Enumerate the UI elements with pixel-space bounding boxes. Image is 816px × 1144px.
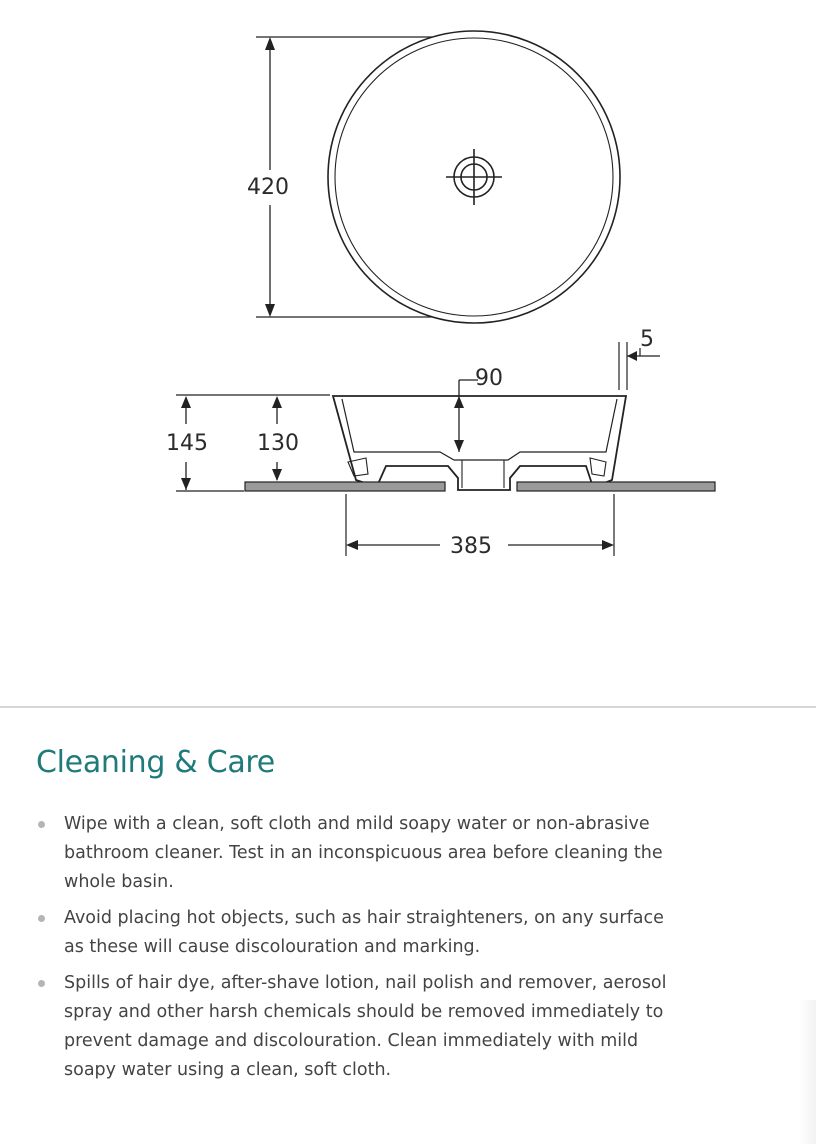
list-item-text: Wipe with a clean, soft cloth and mild soapy water or non-abrasive bathroom cleaner. Test in an inconspicuous area before cleaning the whole basin. — [64, 814, 663, 892]
list-item — [36, 810, 676, 897]
dim-wall-thickness-label: 5 — [640, 327, 654, 352]
bullet-icon — [38, 980, 45, 987]
waste-outlet-icon — [446, 149, 502, 205]
basin-top-view — [256, 31, 620, 323]
bullet-icon — [38, 915, 45, 922]
section-title: Cleaning & Care — [36, 745, 275, 780]
page-edge-shadow — [798, 1000, 816, 1144]
dim-base-width-label: 385 — [450, 534, 492, 559]
cleaning-care-section — [36, 745, 676, 1092]
dim-bowl-depth-label: 90 — [475, 366, 503, 391]
care-list — [36, 810, 676, 1085]
section-divider — [0, 706, 816, 708]
list-item-text: Avoid placing hot objects, such as hair straighteners, on any surface as these will cause discolouration and marking. — [64, 908, 664, 957]
list-item — [36, 969, 676, 1085]
list-item-text: Spills of hair dye, after-shave lotion, nail polish and remover, aerosol spray and other harsh chemicals should be removed immediately to prevent damage and discolouration. Clean immediately with mild soapy water using a clean, soft cloth. — [64, 973, 667, 1080]
list-item — [36, 904, 676, 962]
bullet-icon — [38, 821, 45, 828]
dim-overall-height-label: 145 — [166, 431, 208, 456]
dim-diameter-label: 420 — [247, 175, 289, 200]
dim-bowl-height-label: 130 — [257, 431, 299, 456]
